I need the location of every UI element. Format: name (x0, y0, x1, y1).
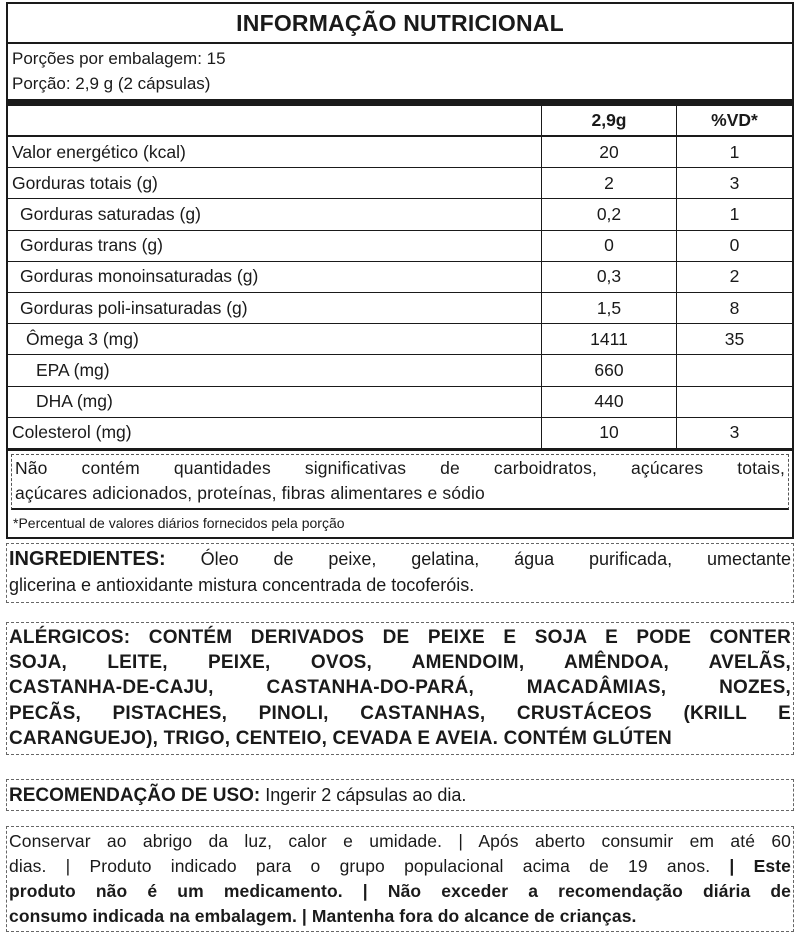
usage-recommendation-box (6, 779, 794, 811)
table-row (8, 324, 792, 355)
nutrient-dv: 0 (677, 230, 793, 261)
storage-line (9, 854, 791, 879)
allergens-line: SOJA, LEITE, PEIXE, OVOS, AMENDOIM, AMÊNDOA, AVELÃS, (9, 652, 791, 674)
ingredients-line: glicerina e antioxidante mistura concentrada de tocoferóis. (9, 575, 475, 595)
nutrition-table (8, 106, 792, 451)
daily-value-footnote: *Percentual de valores diários fornecidos pela porção (13, 514, 345, 531)
nutrient-amount: 20 (542, 136, 677, 168)
nutrient-name: Gorduras monoinsaturadas (g) (8, 261, 542, 292)
nutrient-name: Gorduras trans (g) (8, 230, 542, 261)
nutrition-title: INFORMAÇÃO NUTRICIONAL (8, 4, 792, 44)
note-line: Não contém quantidades significativas de carboidratos, açúcares totais, (15, 457, 785, 478)
table-row (8, 136, 792, 168)
note-line: açúcares adicionados, proteínas, fibras alimentares e sódio (15, 482, 485, 503)
nutrient-name: EPA (mg) (8, 355, 542, 386)
insignificant-amounts-note (11, 454, 789, 510)
nutrient-dv: 3 (677, 417, 793, 449)
nutrient-amount: 440 (542, 386, 677, 417)
nutrient-amount: 2 (542, 168, 677, 199)
nutrient-name: Ômega 3 (mg) (8, 324, 542, 355)
table-header-row (8, 106, 792, 136)
usage-text: Ingerir 2 cápsulas ao dia. (265, 785, 467, 805)
allergens-line: PECÃS, PISTACHES, PINOLI, CASTANHAS, CRUSTÁCEOS (KRILL E (9, 702, 791, 724)
allergens-line: ALÉRGICOS: CONTÉM DERIVADOS DE PEIXE E SOJA E PODE CONTER (9, 627, 791, 648)
nutrient-amount: 0,2 (542, 199, 677, 230)
nutrient-amount: 10 (542, 417, 677, 449)
table-row (8, 168, 792, 199)
nutrient-dv: 3 (677, 168, 793, 199)
nutrient-dv: 1 (677, 199, 793, 230)
table-row (8, 417, 792, 449)
allergens-box (6, 622, 794, 755)
header-nutrient (8, 106, 542, 136)
nutrient-name: Gorduras saturadas (g) (8, 199, 542, 230)
table-row (8, 230, 792, 261)
ingredients-line (9, 546, 791, 572)
nutrient-name: Valor energético (kcal) (8, 136, 542, 168)
nutrient-dv (677, 386, 793, 417)
allergens-line: CARANGUEJO), TRIGO, CENTEIO, CEVADA E AVEIA. CONTÉM GLÚTEN (9, 727, 672, 749)
storage-line: Conservar ao abrigo da luz, calor e umidade. | Após aberto consumir em até 60 (9, 831, 791, 851)
nutrient-dv: 35 (677, 324, 793, 355)
nutrient-amount: 0 (542, 230, 677, 261)
nutrient-amount: 660 (542, 355, 677, 386)
nutrient-dv (677, 355, 793, 386)
table-row (8, 292, 792, 323)
nutrient-name: Gorduras totais (g) (8, 168, 542, 199)
storage-text: dias. | Produto indicado para o grupo populacional acima de 19 anos. (9, 856, 711, 876)
usage-label: RECOMENDAÇÃO DE USO: (9, 785, 261, 806)
ingredients-text: Óleo de peixe, gelatina, água purificada, umectante (200, 549, 791, 569)
header-dv: %VD* (677, 106, 793, 136)
nutrition-facts-panel (6, 2, 794, 539)
servings-per-package: Porções por embalagem: 15 (12, 49, 226, 68)
nutrient-dv: 1 (677, 136, 793, 168)
table-row (8, 261, 792, 292)
table-row (8, 355, 792, 386)
allergens-line: CASTANHA-DE-CAJU, CASTANHA-DO-PARÁ, MACADÂMIAS, NOZES, (9, 677, 791, 699)
nutrient-dv: 2 (677, 261, 793, 292)
storage-line: produto não é um medicamento. | Não exceder a recomendação diária de (9, 881, 791, 901)
nutrient-name: Colesterol (mg) (8, 417, 542, 449)
servings-info (8, 44, 792, 106)
nutrient-name: DHA (mg) (8, 386, 542, 417)
ingredients-label: INGREDIENTES: (9, 548, 166, 570)
table-row (8, 386, 792, 417)
header-amount: 2,9g (542, 106, 677, 136)
nutrient-dv: 8 (677, 292, 793, 323)
storage-warnings-box (6, 826, 794, 932)
table-row (8, 199, 792, 230)
nutrient-amount: 0,3 (542, 261, 677, 292)
storage-line: consumo indicada na embalagem. | Mantenha fora do alcance de crianças. (9, 906, 637, 926)
nutrient-amount: 1411 (542, 324, 677, 355)
storage-warning-bold: | Este (729, 856, 791, 876)
nutrient-name: Gorduras poli-insaturadas (g) (8, 292, 542, 323)
serving-size: Porção: 2,9 g (2 cápsulas) (12, 74, 211, 93)
nutrient-amount: 1,5 (542, 292, 677, 323)
ingredients-box (6, 543, 794, 603)
